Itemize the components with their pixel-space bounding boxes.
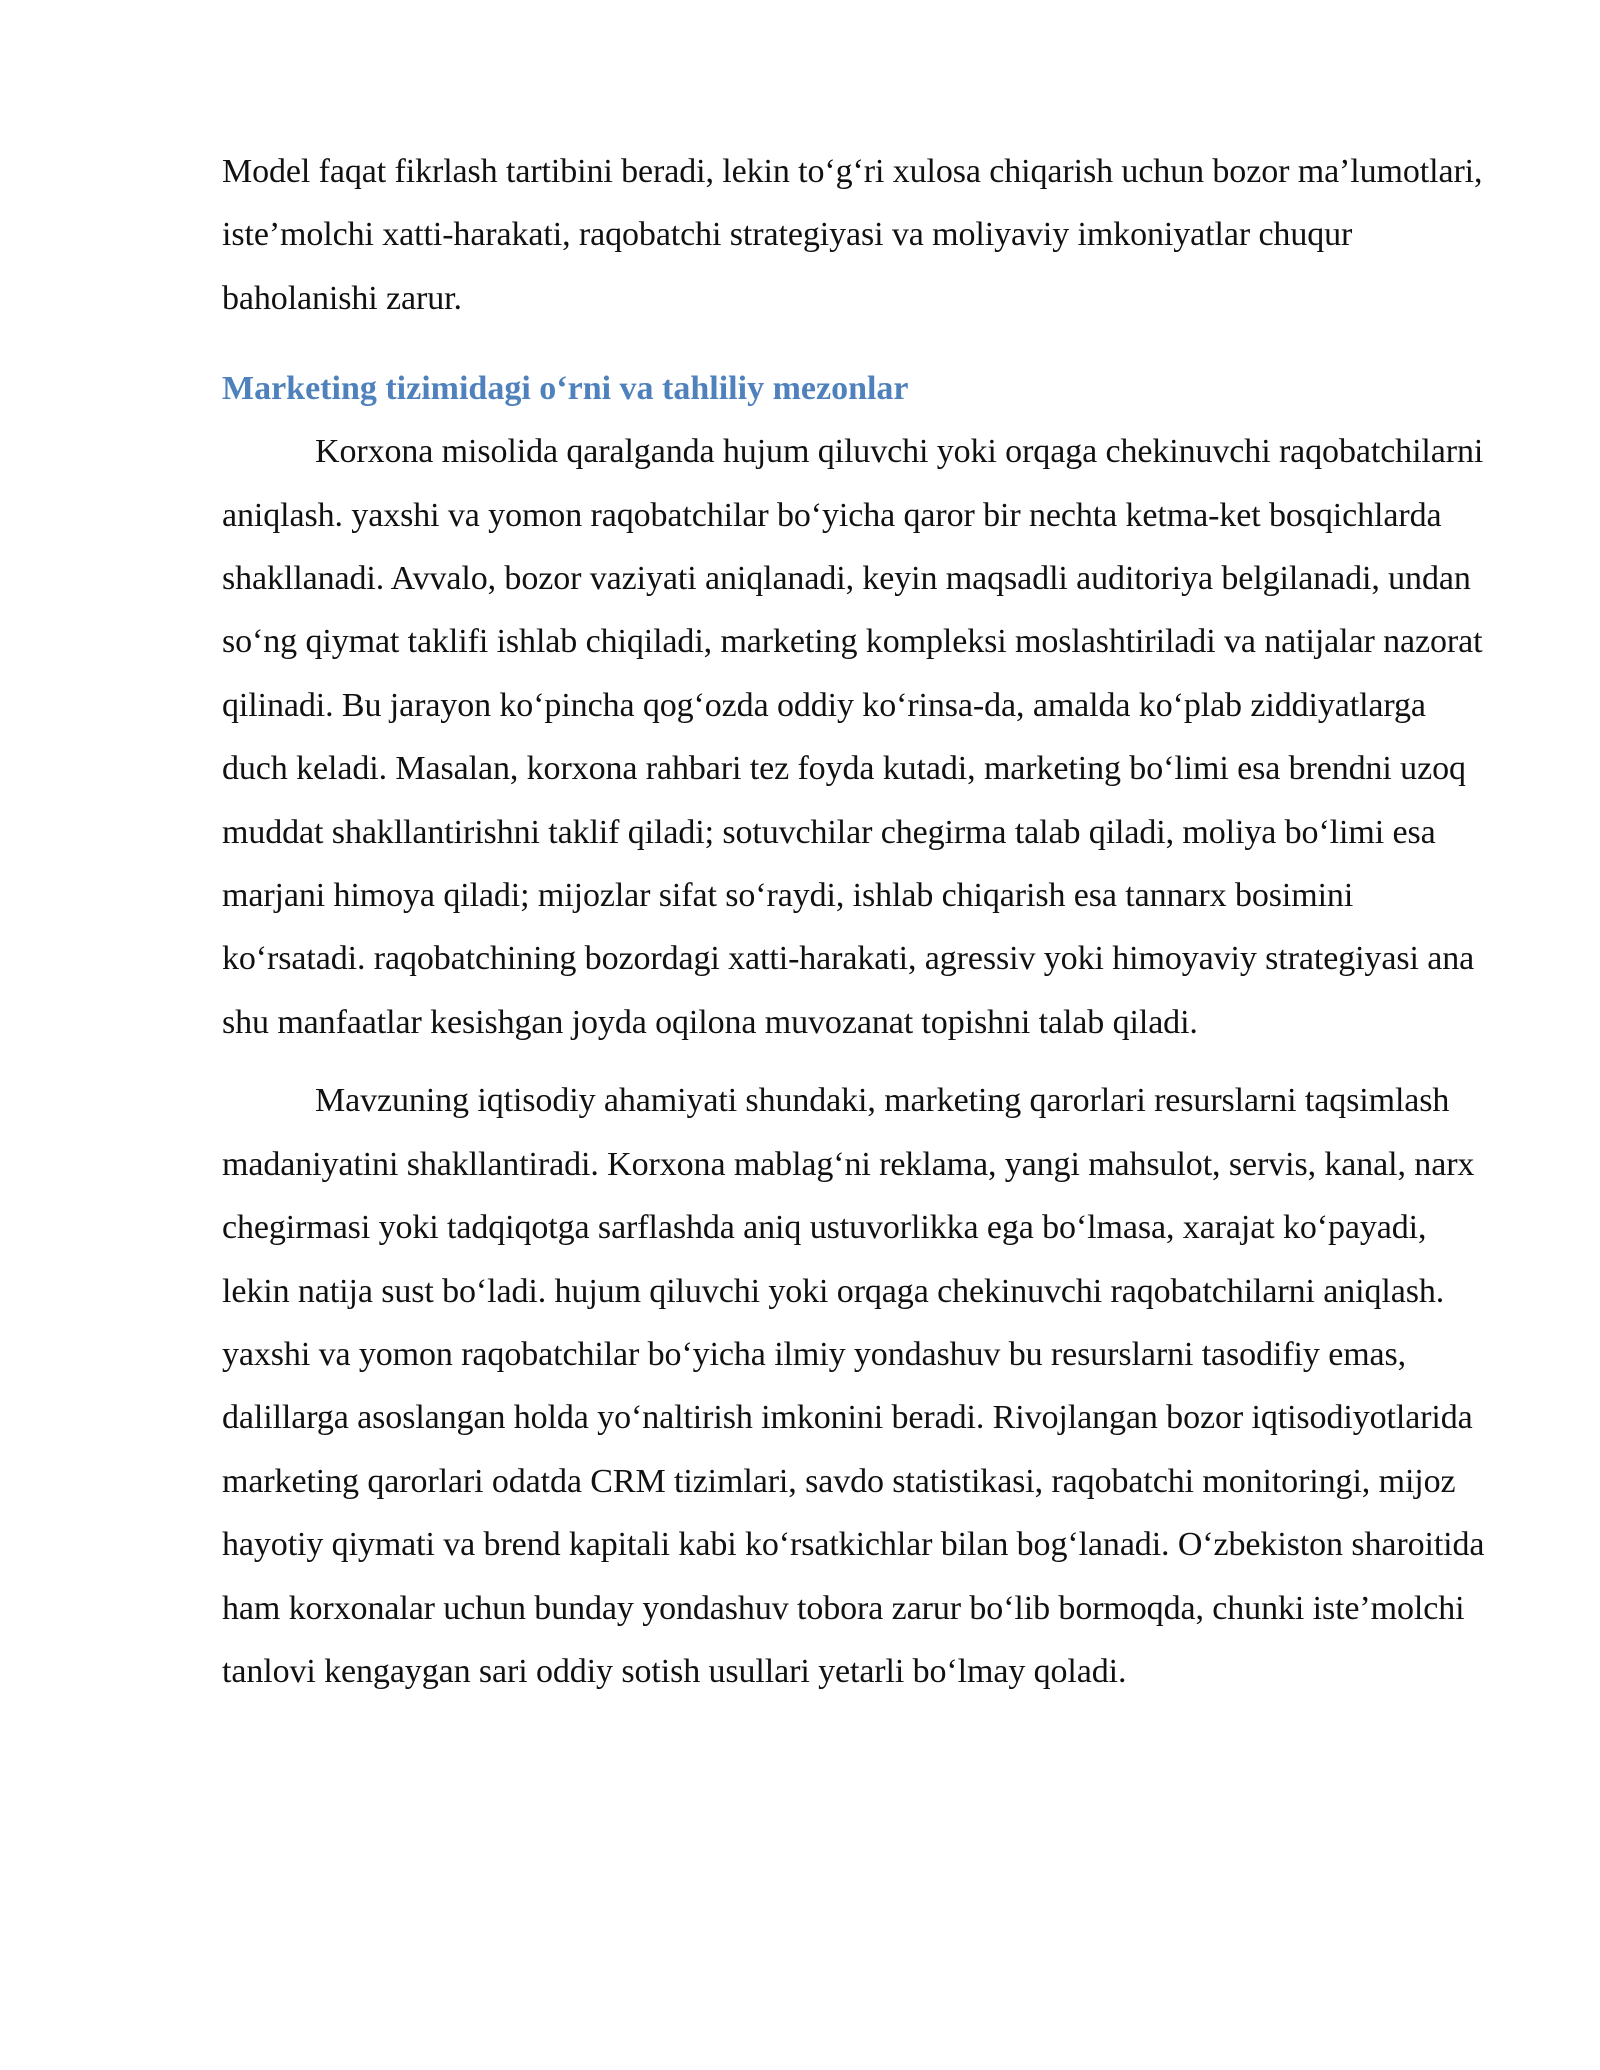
paragraph-economic-significance: Mavzuning iqtisodiy ahamiyati shundaki, marketing qarorlari resurslarni taqsimlash madaniyatini shakllantiradi. Korxona mablag‘ni reklama, yangi mahsulot, servis, kanal, narx chegirmasi yoki tadqiqotga sarflashda aniq ustuvorlikka ega bo‘lmasa, xarajat ko‘payadi, lekin natija sust bo‘ladi. hujum qiluvchi yoki orqaga chekinuvchi raqobatchilarni aniqlash. yaxshi va yomon raqobatchilar bo‘yicha ilmiy yondashuv bu resurslarni tasodifiy emas, dalillarga asoslangan holda yo‘naltirish imkonini beradi. Rivojlangan bozor iqtisodiyotlarida marketing qarorlari odatda CRM tizimlari, savdo statistikasi, raqobatchi monitoringi, mijoz hayotiy qiymati va brend kapitali kabi ko‘rsatkichlar bilan bog‘lanadi. O‘zbekiston sharoitida ham korxonalar uchun bunday yondashuv tobora zarur bo‘lib bormoqda, chunki iste’molchi tanlovi kengaygan sari oddiy sotish usullari yetarli bo‘lmay qoladi. bbox=[222, 1082, 1485, 1690]
section-heading: Marketing tizimidagi o‘rni va tahliliy mezonlar bbox=[222, 370, 909, 408]
paragraph-marketing-role: Korxona misolida qaralganda hujum qiluvchi yoki orqaga chekinuvchi raqobatchilarni aniqlash. yaxshi va yomon raqobatchilar bo‘yicha qaror bir nechta ketma-ket bosqichlarda shakllanadi. Avvalo, bozor vaziyati aniqlanadi, keyin maqsadli auditoriya belgilanadi, undan so‘ng qiymat taklifi ishlab chiqiladi, marketing kompleksi moslashtiriladi va natijalar nazorat qilinadi. Bu jarayon ko‘pincha qog‘ozda oddiy ko‘rinsa-da, amalda ko‘plab ziddiyatlarga duch keladi. Masalan, korxona rahbari tez foyda kutadi, marketing bo‘limi esa brendni uzoq muddat shakllantirishni taklif qiladi; sotuvchilar chegirma talab qiladi, moliya bo‘limi esa marjani himoya qiladi; mijozlar sifat so‘raydi, ishlab chiqarish esa tannarx bosimini ko‘rsatadi. raqobatchining bozordagi xatti-harakati, agressiv yoki himoyaviy strategiyasi ana shu manfaatlar kesishgan joyda oqilona muvozanat topishni talab qiladi. bbox=[222, 433, 1484, 1041]
document-body bbox=[222, 140, 1492, 1703]
paragraph-intro: Model faqat fikrlash tartibini beradi, lekin to‘g‘ri xulosa chiqarish uchun bozor ma’lumotlari, iste’molchi xatti-harakati, raqobatchi strategiyasi va moliyaviy imkoniyatlar chuqur baholanishi zarur. bbox=[222, 153, 1483, 317]
